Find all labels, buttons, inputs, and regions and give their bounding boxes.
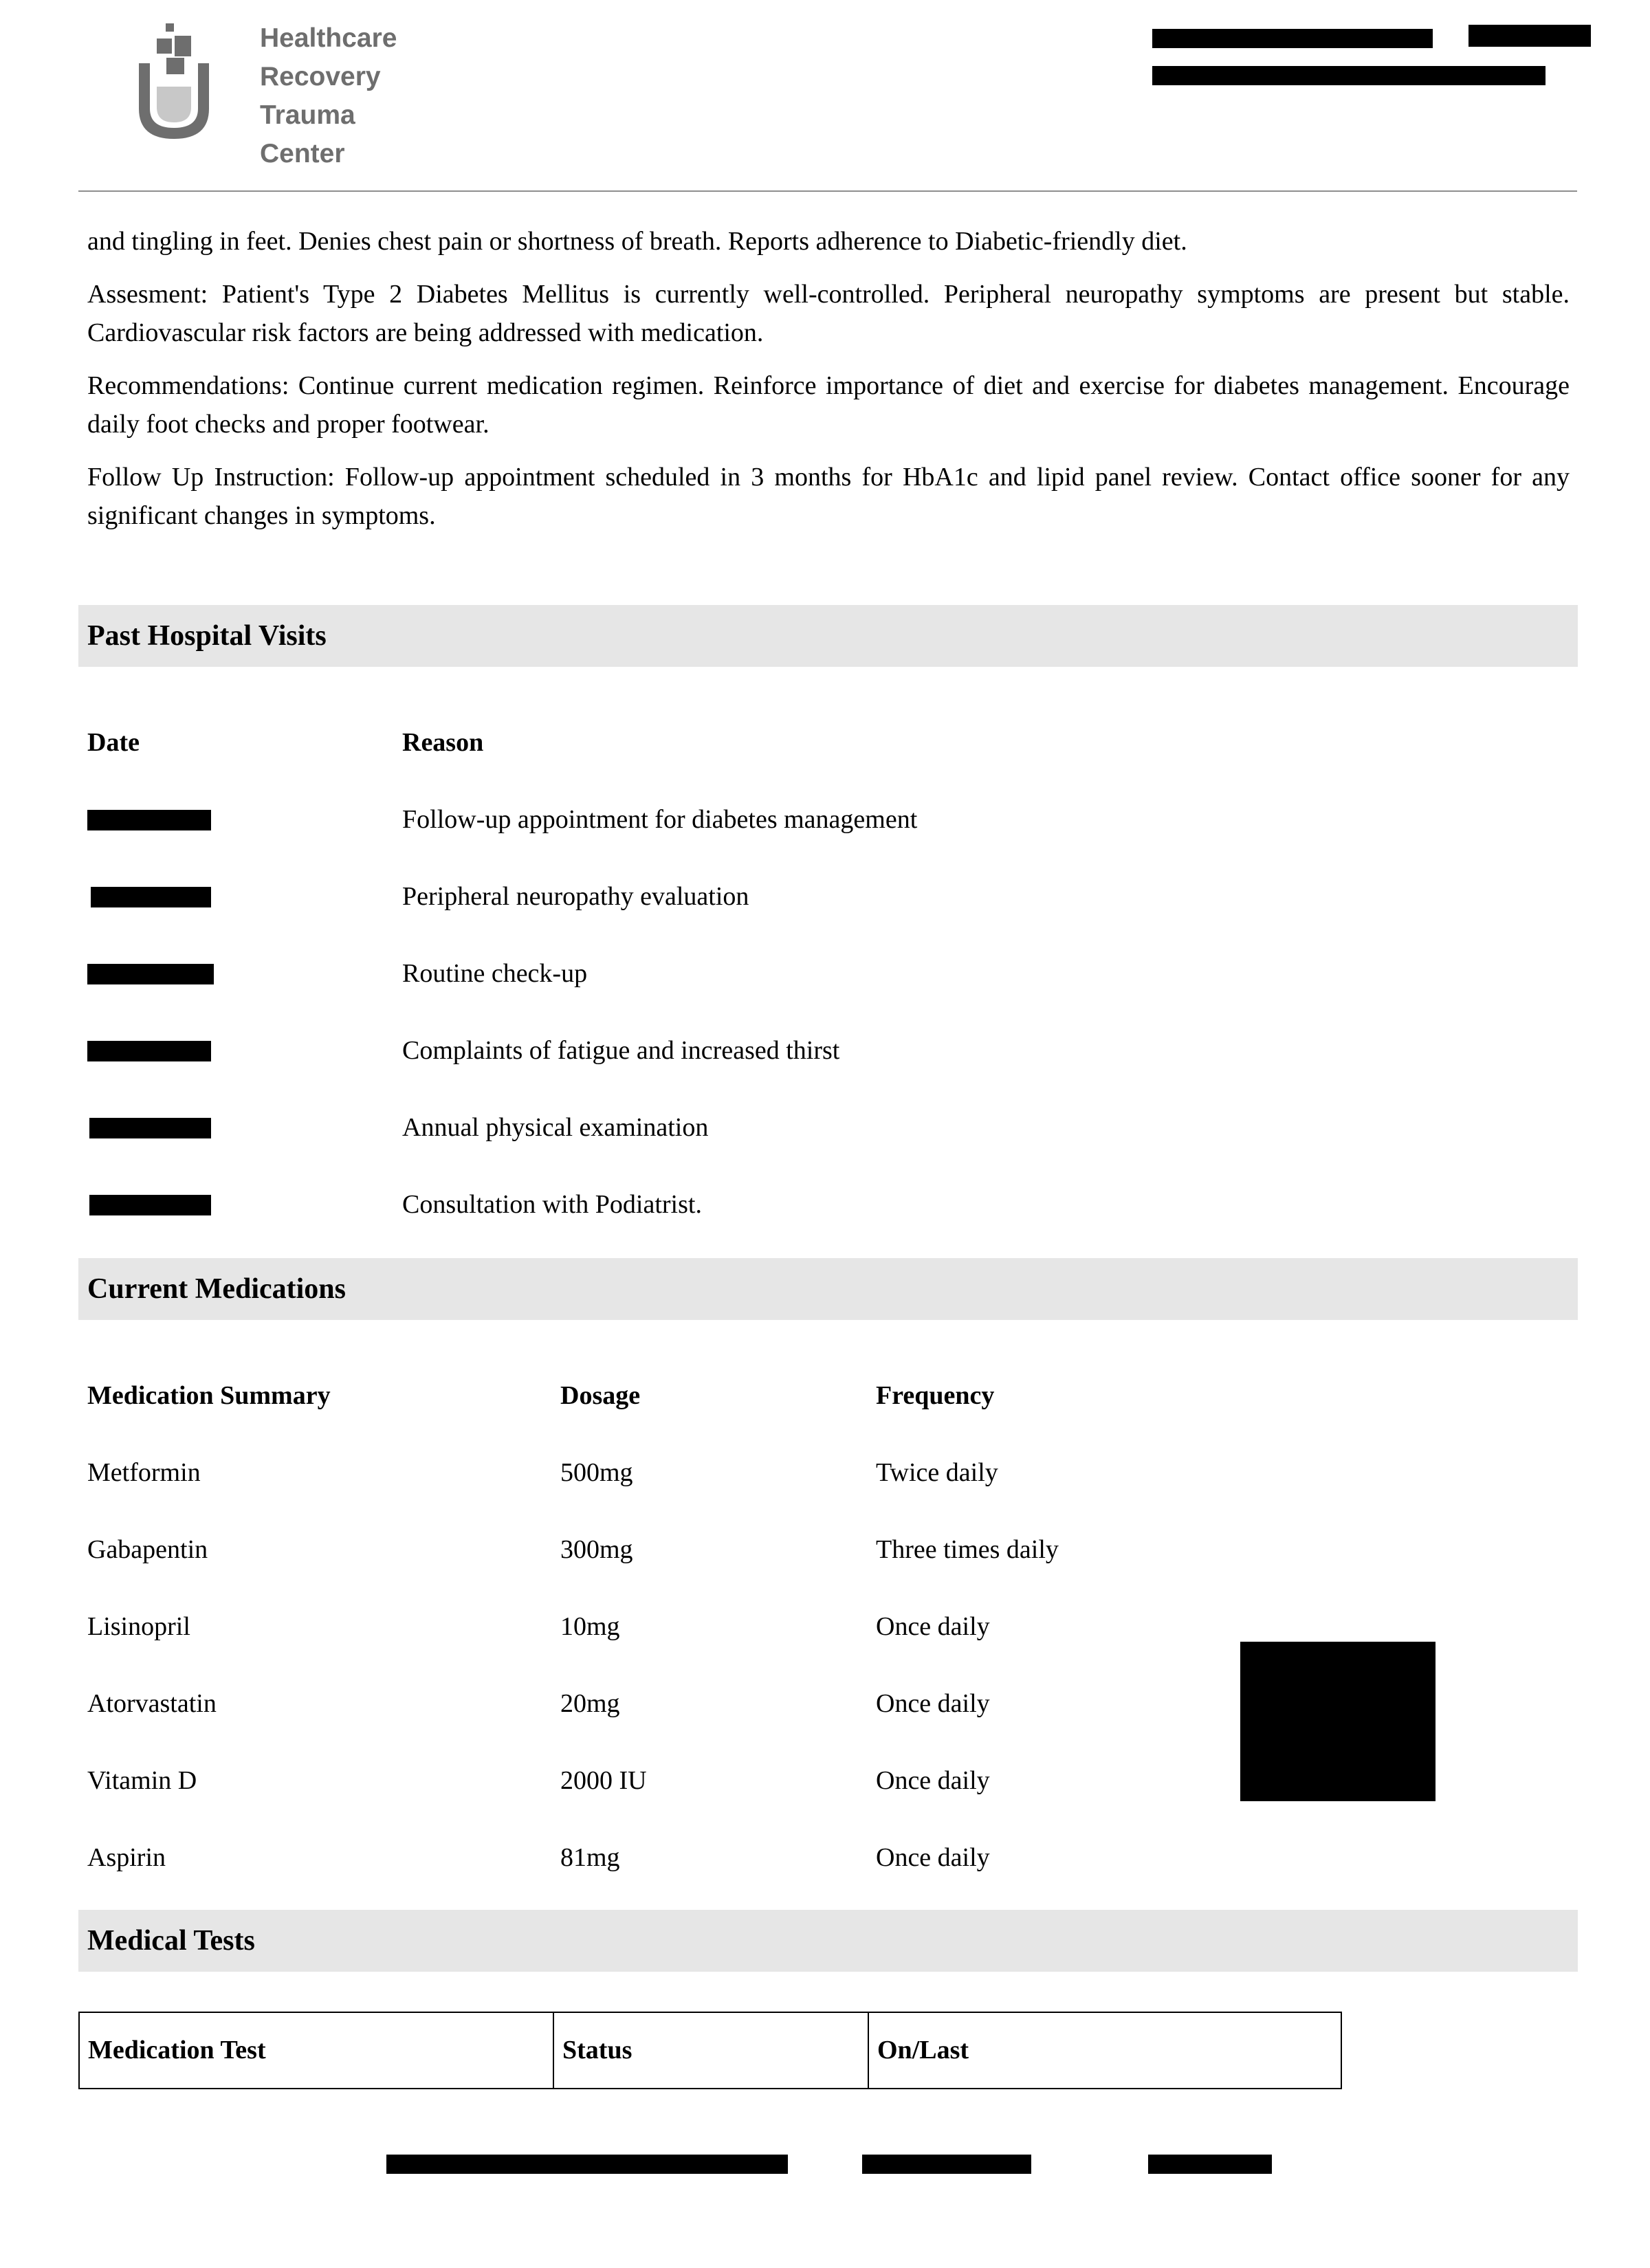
past-visits-section-header [78,605,1578,667]
column-header-status [553,2013,869,2088]
redacted-visit-date [91,887,211,907]
medical-tests-section-header [78,1910,1578,1972]
visit-reason: Follow-up appointment for diabetes management [402,805,918,834]
redacted-visit-date [87,810,211,830]
logo-line: Trauma [260,100,355,130]
redacted-patient-id [1468,25,1591,47]
redacted-visit-date [89,1195,211,1215]
medication-frequency: Twice daily [876,1458,998,1487]
redacted-patient-name [1152,29,1433,48]
current-medications-section-header [78,1258,1578,1320]
redacted-footer-phone [862,2155,1031,2174]
recommendations-text: Recommendations: Continue current medication regimen. Reinforce importance of diet and exercise for diabetes management. Encourage daily foot checks and proper footwear. [87,371,1570,439]
column-header-reason: Reason [402,728,484,757]
redacted-provider-name [1152,66,1546,85]
redacted-visit-date [87,1041,211,1061]
medication-name: Atorvastatin [87,1689,217,1718]
medication-frequency: Once daily [876,1689,990,1718]
medication-name: Metformin [87,1458,201,1487]
notes-continuation: and tingling in feet. Denies chest pain or shortness of breath. Reports adherence to Diabetic-friendly diet. [87,227,1187,256]
medication-dosage: 2000 IU [560,1766,647,1795]
column-header-dosage: Dosage [560,1381,641,1410]
visit-reason: Peripheral neuropathy evaluation [402,882,749,911]
medication-frequency: Once daily [876,1843,990,1872]
column-header-date: Date [87,728,140,757]
column-header-medication-test [80,2013,554,2088]
column-header-on-last [868,2013,1341,2088]
medication-name: Aspirin [87,1843,166,1872]
hospital-logo-icon [136,21,212,142]
header-label: On/Last [877,2036,969,2065]
medication-frequency: Three times daily [876,1535,1059,1564]
section-title: Medical Tests [87,1925,255,1957]
medication-dosage: 300mg [560,1535,633,1564]
column-header-medication-summary: Medication Summary [87,1381,331,1410]
medication-name: Vitamin D [87,1766,197,1795]
medication-frequency: Once daily [876,1766,990,1795]
visit-reason: Consultation with Podiatrist. [402,1190,702,1219]
medication-name: Lisinopril [87,1612,190,1641]
header-divider [78,190,1577,192]
medication-dosage: 500mg [560,1458,633,1487]
medication-dosage: 81mg [560,1843,620,1872]
redacted-footer-provider [386,2155,788,2174]
visit-reason: Complaints of fatigue and increased thirst [402,1036,840,1065]
visit-reason: Routine check-up [402,959,588,988]
redacted-signature-block [1240,1642,1436,1801]
medication-frequency: Once daily [876,1612,990,1641]
assessment-text: Assesment: Patient's Type 2 Diabetes Mellitus is currently well-controlled. Peripheral neuropathy symptoms are present but stable. Cardiovascular risk factors are being addressed with medication. [87,280,1570,347]
hospital-name-logo [260,19,439,173]
medical-tests-table [78,2012,1342,2089]
header-label: Status [562,2036,632,2065]
medication-dosage: 10mg [560,1612,620,1641]
visit-reason: Annual physical examination [402,1113,709,1142]
redacted-visit-date [89,1118,211,1138]
logo-line: Center [260,139,345,168]
follow-up-text: Follow Up Instruction: Follow-up appointment scheduled in 3 months for HbA1c and lipid panel review. Contact office sooner for any significant changes in symptoms. [87,463,1570,530]
section-title: Current Medications [87,1273,346,1305]
logo-line: Healthcare [260,23,397,53]
medication-dosage: 20mg [560,1689,620,1718]
redacted-visit-date [87,964,214,984]
section-title: Past Hospital Visits [87,620,327,652]
header-label: Medication Test [88,2036,266,2065]
redacted-footer-page [1148,2155,1272,2174]
column-header-frequency: Frequency [876,1381,995,1410]
medication-name: Gabapentin [87,1535,208,1564]
logo-line: Recovery [260,62,381,91]
